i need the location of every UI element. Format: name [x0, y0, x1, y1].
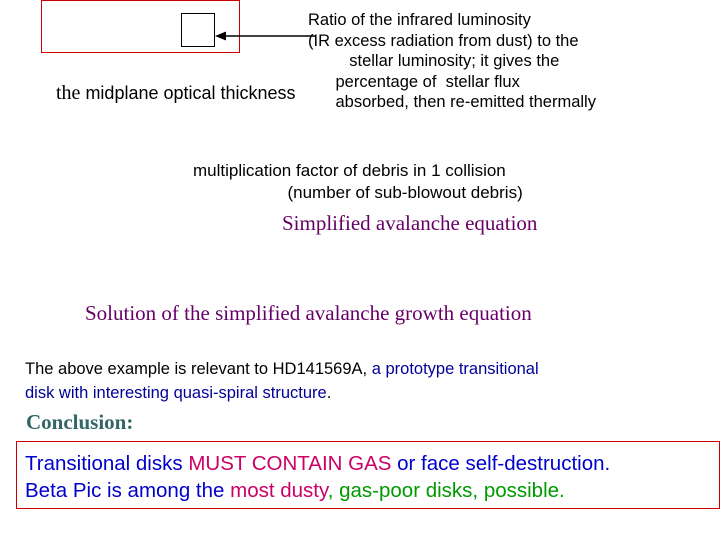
- arrow-left-icon: [215, 30, 315, 42]
- conclusion-heading: Conclusion:: [26, 410, 134, 434]
- conclusion-s2-a: Beta Pic is among the: [25, 479, 231, 502]
- conclusion-text: [25, 450, 720, 504]
- conclusion-s1-a: Transitional disks: [25, 452, 189, 475]
- ir-ratio-note: Ratio of the infrared luminosity (IR excess radiation from dust) to the stellar luminosity; it gives the percentage of stellar flux absorbed, then re-emitted thermally: [308, 11, 596, 111]
- example-text-1: The above example is relevant to HD141569A,: [25, 360, 368, 378]
- conclusion-s1-b: MUST CONTAIN GAS: [188, 452, 392, 475]
- multiplication-note: multiplication factor of debris in 1 collision (number of sub-blowout debris): [193, 161, 523, 202]
- conclusion-s2-c: , gas-poor disks, possible.: [327, 479, 565, 502]
- example-text-3: disk with interesting quasi-spiral structure: [25, 384, 327, 402]
- midplane-text: midplane optical thickness: [80, 83, 296, 103]
- example-text-2: a prototype transitional: [367, 360, 539, 378]
- conclusion-s2-b: most dusty: [230, 479, 328, 502]
- solution-heading: Solution of the simplified avalanche growth equation: [85, 301, 532, 325]
- equation-term-box: [181, 13, 215, 47]
- conclusion-s1-c: or face self-destruction.: [391, 452, 611, 475]
- midplane-prefix: the: [56, 82, 81, 104]
- example-paragraph: [25, 357, 705, 405]
- example-text-4: .: [326, 384, 332, 402]
- avalanche-heading: Simplified avalanche equation: [282, 211, 538, 235]
- midplane-note: [56, 82, 296, 105]
